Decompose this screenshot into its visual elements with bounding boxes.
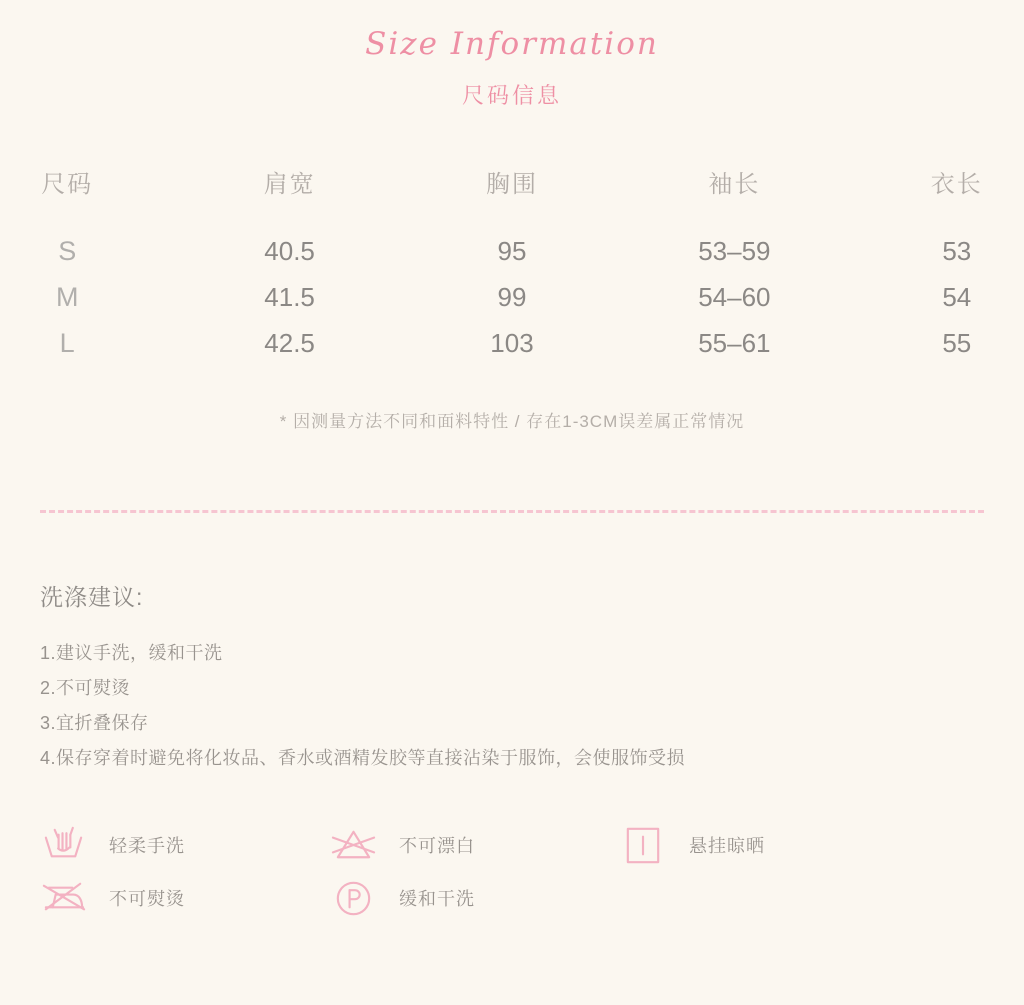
table-row-m [0, 283, 1024, 329]
size-table [0, 164, 1024, 375]
cell-bust: 99 [497, 282, 527, 312]
cell-sleeve: 54–60 [698, 282, 771, 312]
care-item-no-bleach [330, 820, 620, 870]
care-item-gentle-dry-clean [330, 873, 620, 923]
cell-sleeve: 55–61 [698, 328, 771, 358]
care-symbols-grid [0, 820, 970, 926]
care-item-no-iron [40, 873, 330, 923]
care-label: 悬挂晾晒 [689, 836, 765, 856]
cell-length: 54 [942, 282, 972, 312]
cell-bust: 103 [490, 328, 534, 358]
care-label: 不可漂白 [399, 836, 475, 856]
cell-shoulder: 42.5 [264, 328, 315, 358]
care-label: 缓和干洗 [399, 889, 475, 909]
gentle-dry-clean-icon [330, 875, 377, 922]
cell-length: 53 [942, 236, 972, 266]
dashed-divider [40, 510, 984, 513]
cell-shoulder: 41.5 [264, 282, 315, 312]
measurement-tolerance-note: * 因测量方法不同和面料特性 / 存在1-3CM误差属正常情况 [279, 412, 745, 431]
cell-sleeve: 53–59 [698, 236, 771, 266]
wash-advice-section [0, 579, 1024, 776]
column-header-shoulder: 肩宽 [263, 171, 316, 198]
section-title-english: Size Information [365, 26, 659, 62]
column-header-size: 尺码 [41, 171, 94, 198]
cell-length: 55 [942, 328, 972, 358]
column-header-length: 衣长 [930, 171, 983, 198]
care-label: 不可熨烫 [109, 889, 185, 909]
care-item-hand-wash [40, 820, 330, 870]
no-iron-icon [40, 875, 87, 922]
size-label: M [55, 282, 79, 312]
care-item-hang-dry [620, 820, 910, 870]
size-info-header [0, 0, 1024, 110]
list-item: 4.保存穿着时避免将化妆品、香水或酒精发胶等直接沾染于服饰，会使服饰受损 [40, 748, 686, 768]
hand-wash-icon [40, 822, 87, 869]
no-bleach-icon [330, 822, 377, 869]
hang-dry-icon [620, 822, 667, 869]
table-row-s [0, 237, 1024, 283]
care-label: 轻柔手洗 [109, 836, 185, 856]
column-header-sleeve: 袖长 [708, 171, 761, 198]
list-item: 2.不可熨烫 [40, 678, 131, 698]
list-item: 3.宜折叠保存 [40, 713, 149, 733]
list-item: 1.建议手洗，缓和干洗 [40, 643, 223, 663]
cell-shoulder: 40.5 [264, 236, 315, 266]
column-header-bust: 胸围 [485, 171, 538, 198]
section-title-chinese: 尺码信息 [461, 83, 562, 108]
cell-bust: 95 [497, 236, 527, 266]
size-label: L [59, 328, 75, 358]
wash-advice-heading: 洗涤建议: [40, 584, 144, 610]
table-row-l [0, 329, 1024, 375]
size-table-header-row [0, 164, 1024, 237]
size-label: S [58, 236, 77, 266]
wash-advice-list [40, 636, 984, 776]
